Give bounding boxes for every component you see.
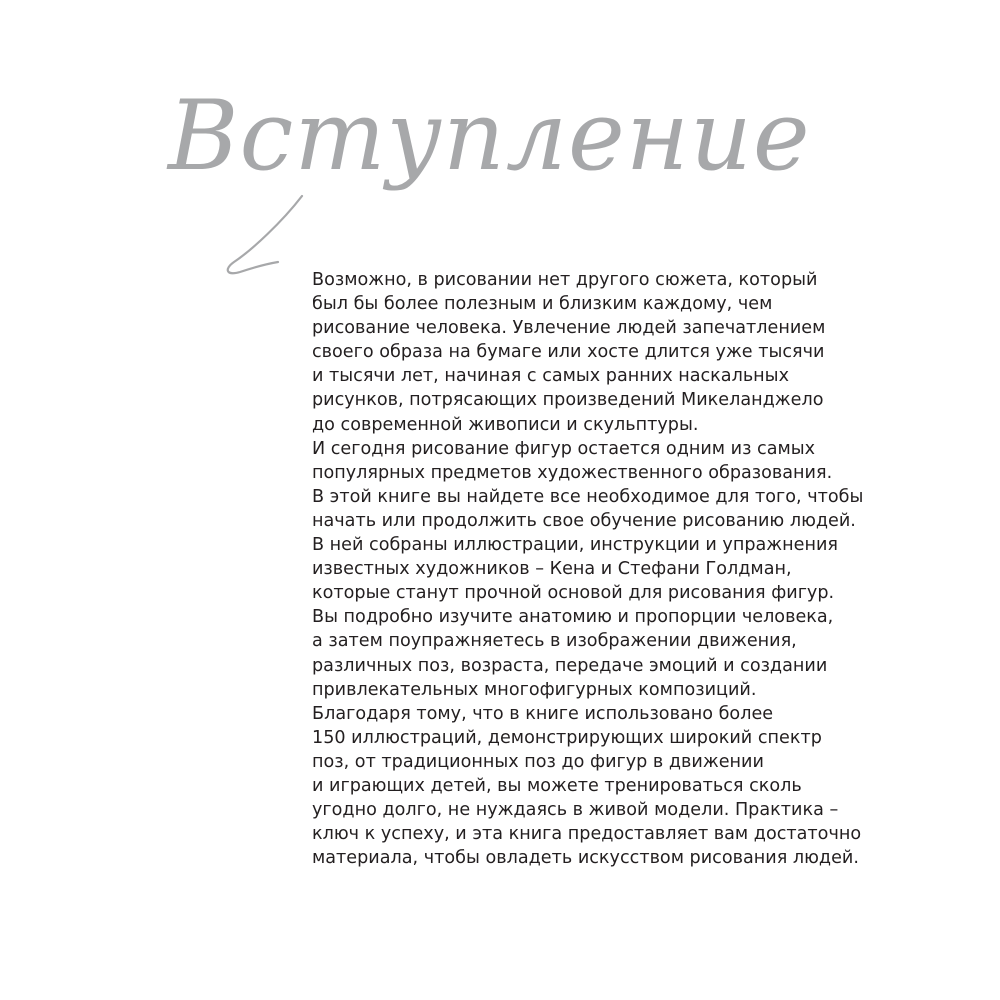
text-line: ключ к успеху, и эта книга предоставляет вам достаточно [312,824,862,845]
text-line: угодно долго, не нуждаясь в живой модели. Практика – [312,800,839,821]
title-swash-ornament [222,192,312,276]
text-line: был бы более полезным и близким каждому, чем [312,294,773,315]
text-line: различных поз, возраста, передаче эмоций и создании [312,655,828,676]
chapter-title: Вступление [168,80,811,192]
text-line: рисунков, потрясающих произведений Микеланджело [312,390,824,411]
text-line: материала, чтобы овладеть искусством рисования людей. [312,848,859,869]
text-line: Возможно, в рисовании нет другого сюжета, который [312,270,818,290]
text-line: своего образа на бумаге или хосте длится уже тысячи [312,342,825,363]
text-line: Благодаря тому, что в книге использовано более [312,703,774,724]
intro-paragraph [312,268,972,870]
text-line: рисование человека. Увлечение людей запечатлением [312,318,826,339]
text-line: и играющих детей, вы можете тренироваться сколь [312,775,802,796]
text-line: В ней собраны иллюстрации, инструкции и упражнения [312,535,838,556]
text-line: которые станут прочной основой для рисования фигур. [312,583,835,604]
text-line: известных художников – Кена и Стефани Голдман, [312,559,792,580]
text-line: начать или продолжить свое обучение рисованию людей. [312,510,856,531]
text-line: В этой книге вы найдете все необходимое для того, чтобы [312,486,864,507]
text-line: популярных предметов художественного образования. [312,462,833,483]
text-line: И сегодня рисование фигур остается одним из самых [312,438,816,459]
text-line: а затем поупражняетесь в изображении движения, [312,631,797,652]
text-line: Вы подробно изучите анатомию и пропорции человека, [312,607,834,628]
text-line: привлекательных многофигурных композиций. [312,679,757,700]
text-line: поз, от традиционных поз до фигур в движении [312,751,764,772]
text-line: 150 иллюстраций, демонстрирующих широкий спектр [312,727,822,748]
text-line: до современной живописи и скульптуры. [312,414,699,435]
text-line: и тысячи лет, начиная с самых ранних наскальных [312,366,789,387]
